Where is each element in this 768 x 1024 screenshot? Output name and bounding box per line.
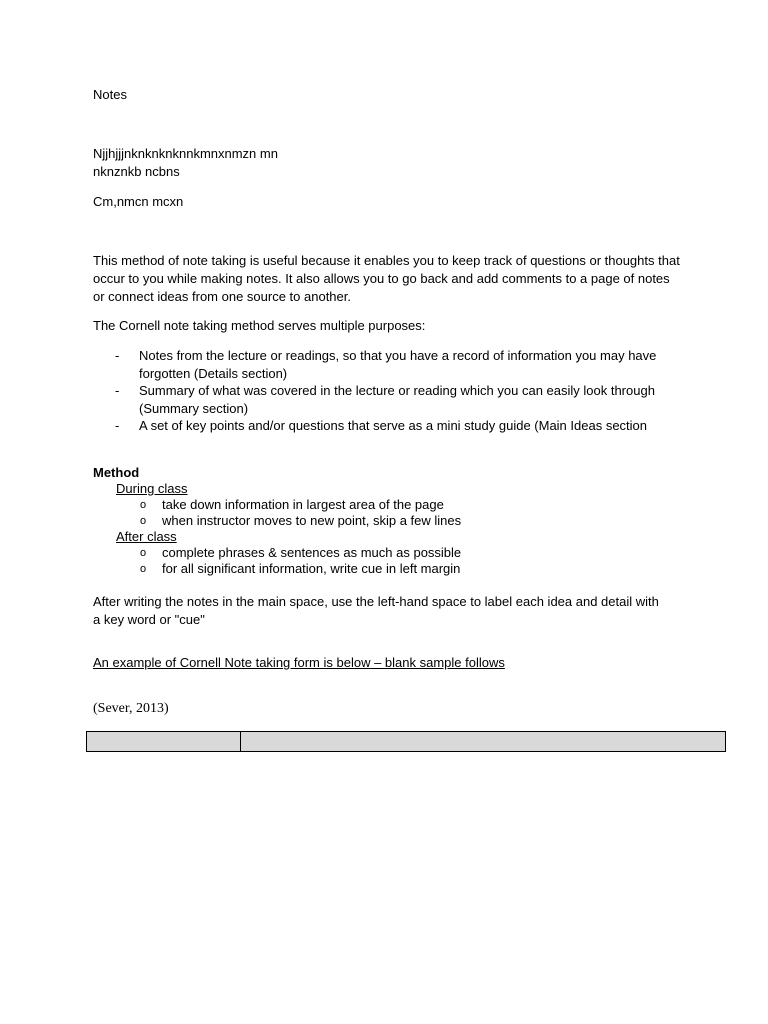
purposes-list <box>93 347 693 435</box>
table-cell-cue-column <box>87 732 241 751</box>
dash-bullet: - <box>115 383 120 398</box>
list-item-text: complete phrases & sentences as much as possible <box>162 545 462 560</box>
circle-bullet: o <box>140 499 147 511</box>
list-item-text: Summary of what was covered in the lecture or reading which you can easily look through (Summary section) <box>139 383 655 416</box>
list-item-text: A set of key points and/or questions that serve as a mini study guide (Main Ideas section <box>139 418 648 433</box>
scribble-line-2: nknznkb ncbns <box>93 164 180 179</box>
list-item <box>116 513 461 529</box>
during-class-heading: During class <box>116 481 188 496</box>
after-class-list <box>116 545 461 577</box>
list-item-text: Notes from the lecture or readings, so that you have a record of information you may have forgotten (Details section) <box>139 348 657 381</box>
dash-bullet: - <box>115 418 120 433</box>
purposes-lead: The Cornell note taking method serves multiple purposes: <box>93 318 426 333</box>
scribble-line-1: Njjhjjjnknknknknnkmnxnmzn mn <box>93 146 278 161</box>
circle-bullet: o <box>140 547 147 559</box>
list-item <box>93 382 693 417</box>
list-item <box>116 497 461 513</box>
dash-bullet: - <box>115 348 120 363</box>
list-item <box>93 347 693 382</box>
list-item <box>116 561 461 577</box>
cornell-table-header-row <box>86 731 726 752</box>
list-item <box>93 417 693 435</box>
circle-bullet: o <box>140 563 147 575</box>
after-writing-paragraph: After writing the notes in the main space, use the left-hand space to label each idea and detail with a key word or "cue" <box>93 594 659 627</box>
intro-paragraph: This method of note taking is useful because it enables you to keep track of questions or thoughts that occur to you while making notes. It also allows you to go back and add comments to a page of notes or connect ideas from one source to another. <box>93 253 680 304</box>
table-cell-notes-column <box>241 732 725 751</box>
method-heading: Method <box>93 465 140 480</box>
example-note-line: An example of Cornell Note taking form is below – blank sample follows <box>93 655 505 670</box>
list-item <box>116 545 461 561</box>
during-class-list <box>116 497 461 529</box>
citation: (Sever, 2013) <box>93 701 169 716</box>
page-heading: Notes <box>93 87 127 102</box>
list-item-text: when instructor moves to new point, skip a few lines <box>162 513 462 528</box>
list-item-text: take down information in largest area of the page <box>162 497 444 512</box>
after-class-heading: After class <box>116 529 177 544</box>
list-item-text: for all significant information, write cue in left margin <box>162 561 461 576</box>
circle-bullet: o <box>140 515 147 527</box>
scribble-line-3: Cm,nmcn mcxn <box>93 194 184 209</box>
